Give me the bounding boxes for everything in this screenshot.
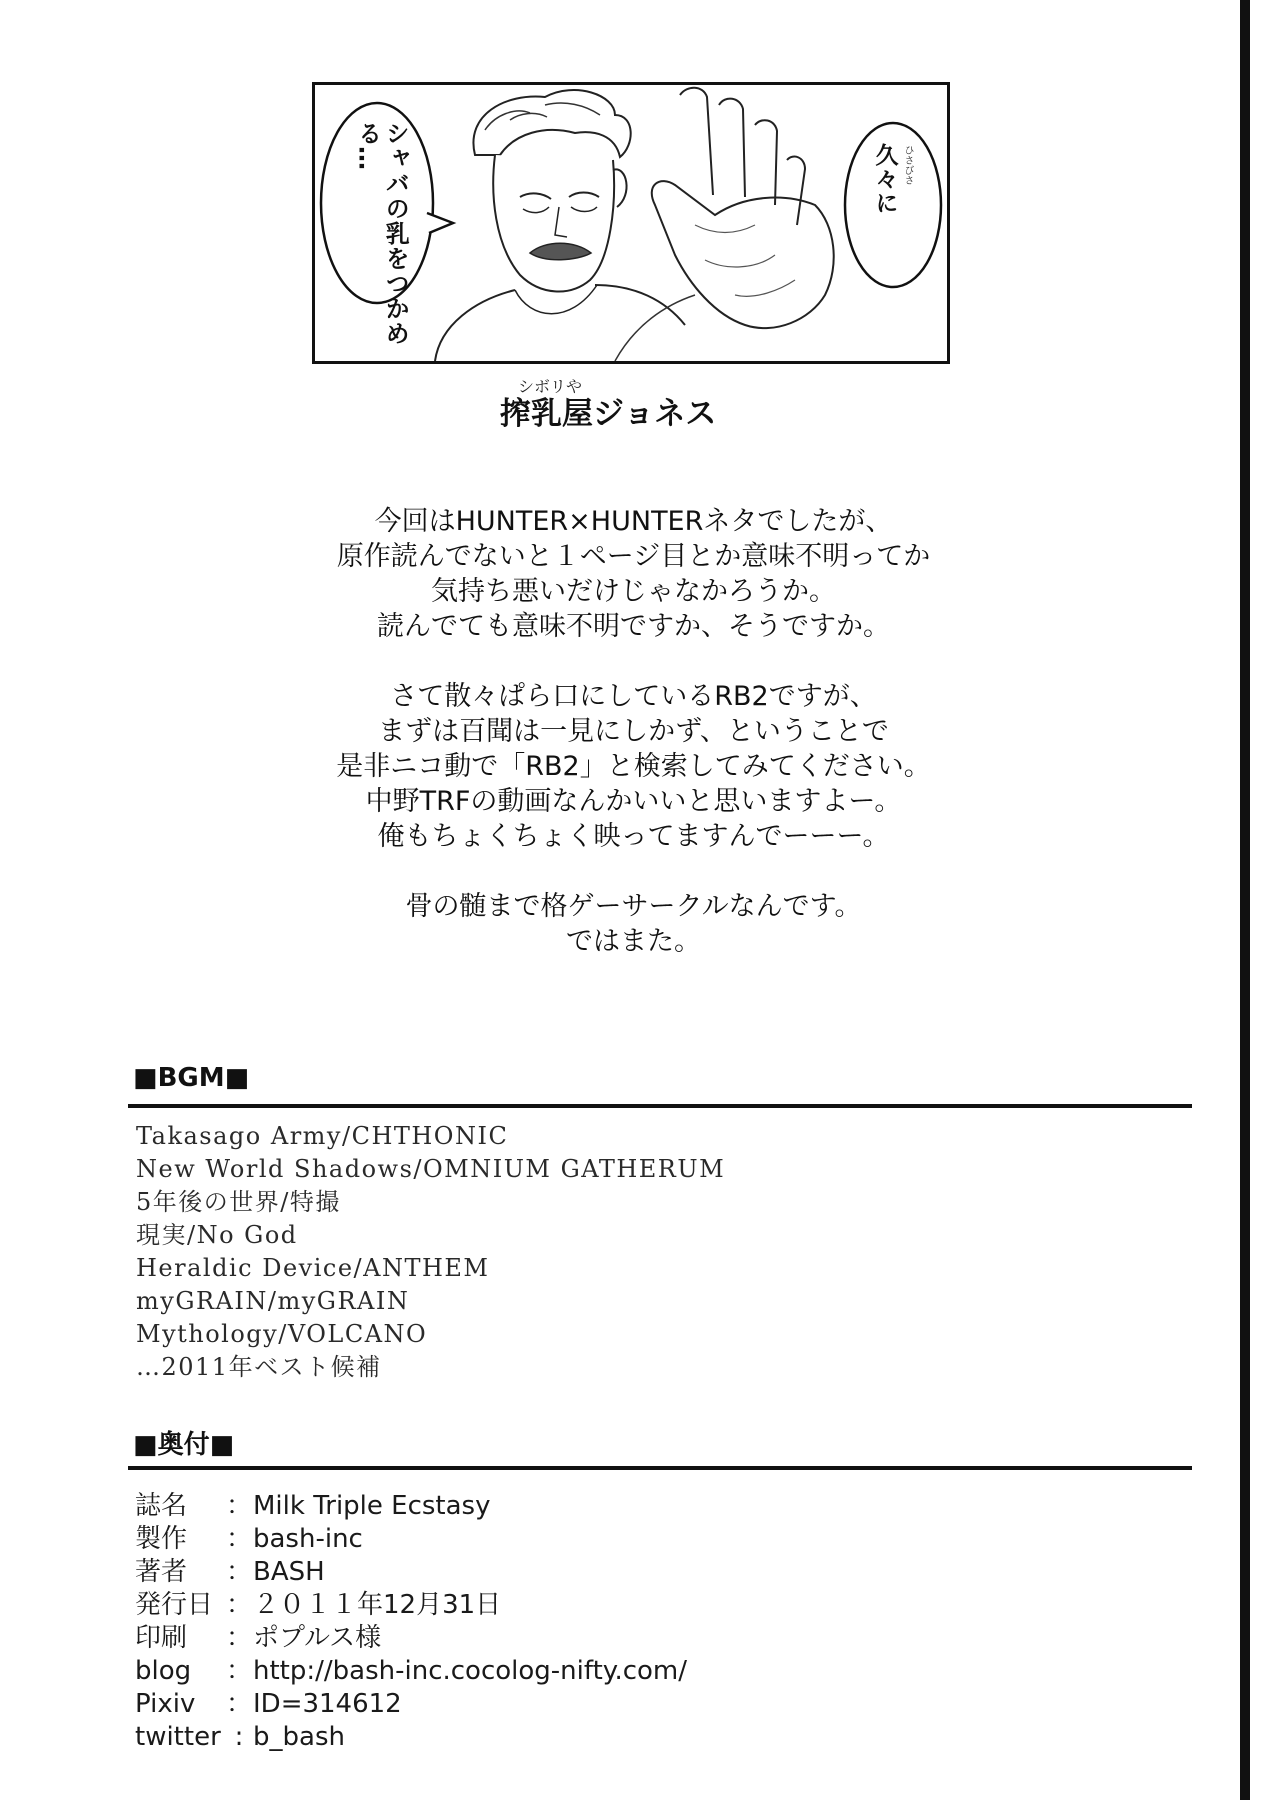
colophon-value: ポプルス様	[253, 1623, 382, 1653]
colophon-value: b_bash	[253, 1722, 345, 1752]
colophon-row	[135, 1523, 687, 1556]
colophon-separator: ：	[225, 1491, 252, 1521]
message-line: 読んでても意味不明ですか、そうですか。	[377, 611, 890, 642]
colophon-key: 印刷	[135, 1623, 188, 1653]
colophon-key: 製作	[135, 1524, 188, 1554]
bgm-item: Heraldic Device/ANTHEM	[136, 1254, 490, 1282]
caption-ruby: シボリや	[518, 377, 583, 396]
colophon-separator: ：	[225, 1524, 252, 1554]
blog-link[interactable]: http://bash-inc.cocolog-nifty.com/	[253, 1656, 688, 1686]
panel-caption: 搾乳屋ジョネス	[500, 396, 717, 432]
colophon-row	[135, 1655, 687, 1688]
colophon-row	[135, 1589, 687, 1622]
hand-sketch	[652, 181, 834, 328]
bgm-list	[136, 1120, 725, 1384]
message-line: ではまた。	[566, 926, 701, 957]
colophon-key: Pixiv	[135, 1689, 196, 1719]
colophon-row	[135, 1622, 687, 1655]
colophon-value: ２０１１年12月31日	[253, 1590, 502, 1620]
colophon-value: ID=314612	[253, 1689, 402, 1719]
speech-ruby-right: ひさびさ	[902, 145, 913, 185]
message-line: 中野TRFの動画なんかいいと思いますよー。	[365, 786, 902, 817]
message-line: 俺もちょくちょく映ってますんでーーー。	[377, 821, 890, 852]
message-line: さて散々ぱら口にしているRB2ですが、	[390, 681, 877, 712]
bgm-divider	[128, 1104, 1192, 1108]
colophon-separator: ：	[225, 1656, 252, 1686]
colophon-heading: ■奥付■	[133, 1430, 235, 1460]
colophon-row	[135, 1721, 687, 1754]
bgm-item: 5年後の世界/特撮	[136, 1188, 341, 1216]
author-message	[240, 504, 1027, 959]
manga-panel	[312, 82, 950, 364]
colophon-separator: ：	[225, 1590, 252, 1620]
bgm-heading: ■BGM■	[133, 1063, 250, 1093]
colophon-row	[135, 1556, 687, 1589]
colophon-key: twitter	[135, 1722, 221, 1752]
bgm-item: 現実/No God	[136, 1221, 298, 1249]
speech-text-left: シャバの乳をつかめる…	[353, 121, 410, 346]
colophon-key: blog	[135, 1656, 192, 1686]
paragraph-gap	[240, 644, 1027, 679]
message-line: 原作読んでないと１ページ目とか意味不明ってか	[336, 541, 931, 572]
colophon-row	[135, 1688, 687, 1721]
colophon-separator: :	[234, 1722, 244, 1752]
colophon-separator: ：	[225, 1557, 252, 1587]
bgm-item: New World Shadows/OMNIUM GATHERUM	[136, 1155, 726, 1183]
message-line: 是非ニコ動で「RB2」と検索してみてください。	[336, 751, 931, 782]
bgm-item: myGRAIN/myGRAIN	[136, 1287, 410, 1315]
face-sketch	[493, 155, 614, 291]
colophon-separator: ：	[225, 1623, 252, 1653]
colophon-key: 誌名	[135, 1491, 188, 1521]
colophon-value: Milk Triple Ecstasy	[253, 1491, 491, 1521]
message-line: まずは百聞は一見にしかず、ということで	[378, 716, 889, 747]
colophon-table	[135, 1490, 687, 1754]
bgm-item: Takasago Army/CHTHONIC	[136, 1122, 509, 1150]
colophon-key: 著者	[135, 1557, 188, 1587]
colophon-divider	[128, 1466, 1192, 1470]
message-line: 気持ち悪いだけじゃなかろうか。	[431, 576, 836, 607]
message-line: 骨の髄まで格ゲーサークルなんです。	[405, 891, 862, 922]
message-line: 今回はHUNTER×HUNTERネタでしたが、	[374, 506, 893, 537]
colophon-value: bash-inc	[253, 1524, 363, 1554]
colophon-row	[135, 1490, 687, 1523]
colophon-key: 発行日	[135, 1590, 214, 1620]
bgm-item: Mythology/VOLCANO	[136, 1320, 428, 1348]
speech-text-right: 久々に	[871, 143, 898, 215]
colophon-separator: ：	[225, 1689, 252, 1719]
bgm-item: …2011年ベスト候補	[136, 1353, 382, 1381]
panel-illustration	[315, 85, 947, 361]
hair-sketch	[473, 90, 630, 157]
paragraph-gap	[240, 854, 1027, 889]
colophon-value: BASH	[253, 1557, 325, 1587]
speech-bubble-tail-left	[427, 213, 453, 233]
